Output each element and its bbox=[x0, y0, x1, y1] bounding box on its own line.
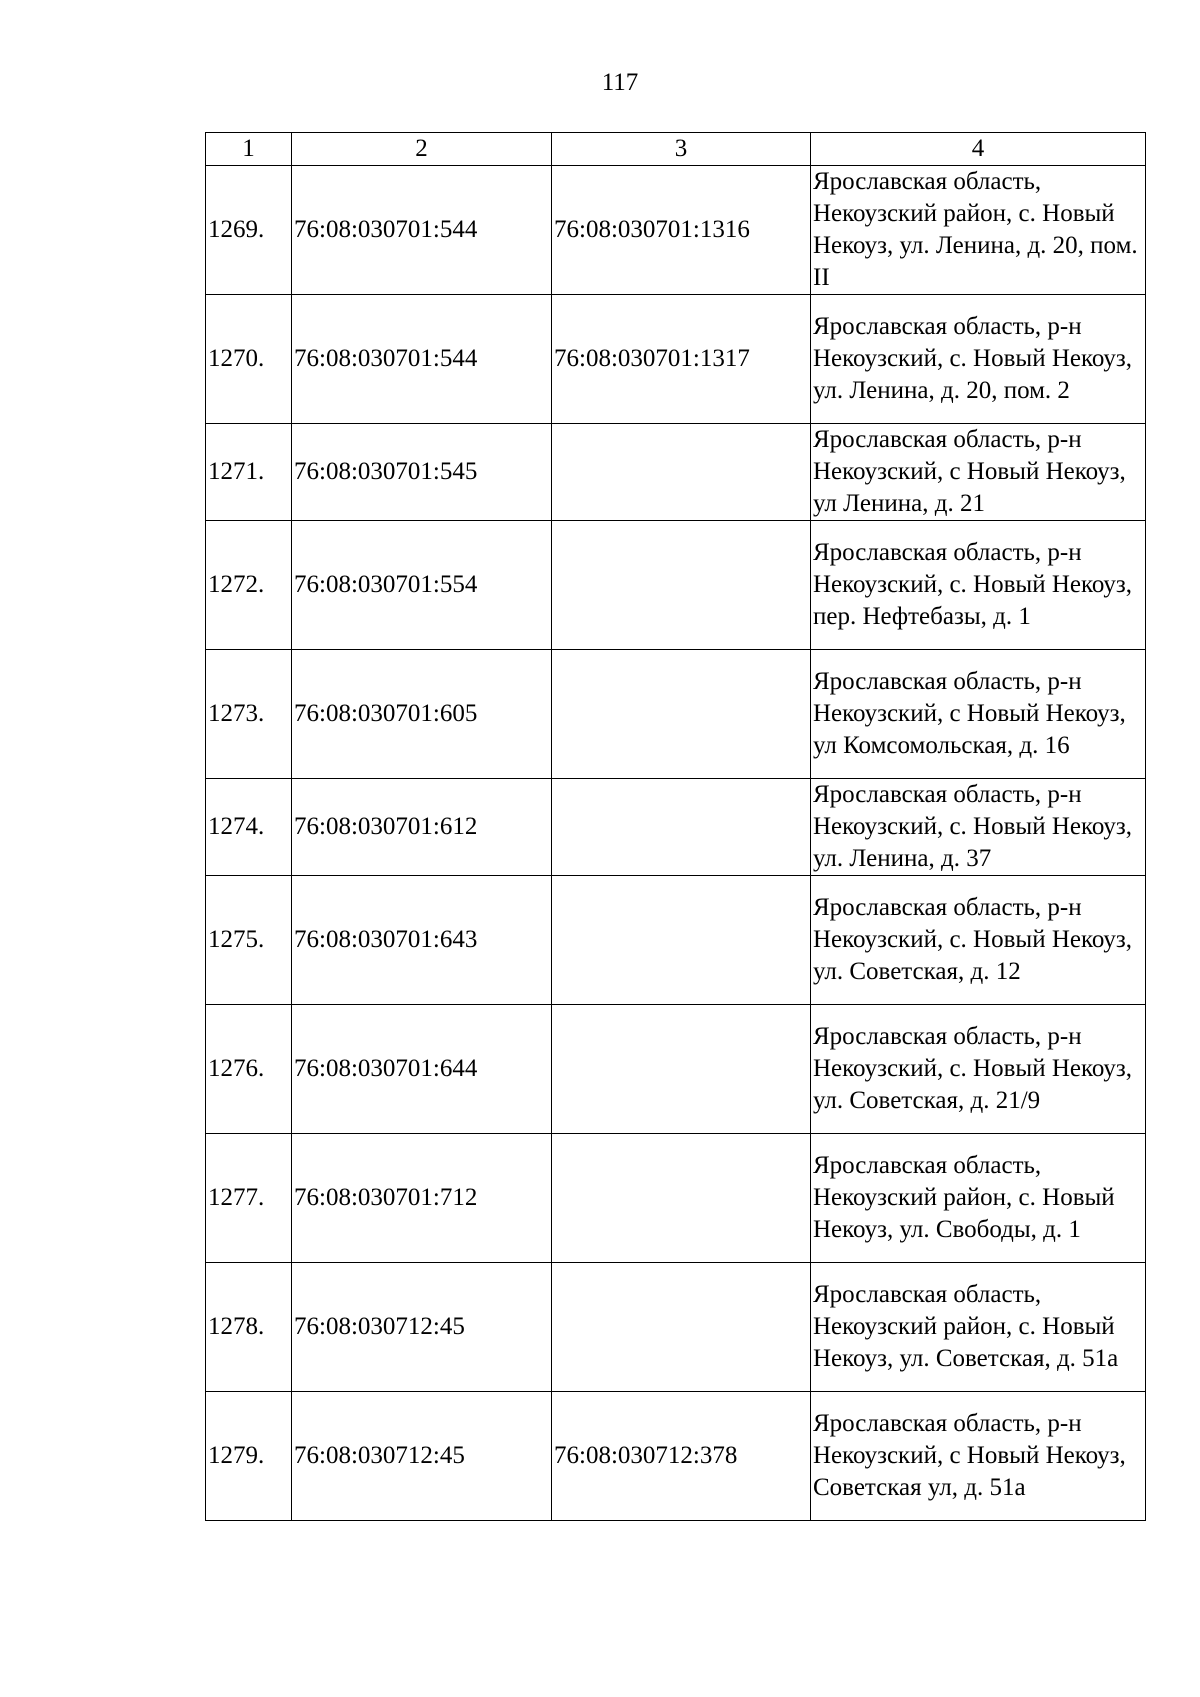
cadastral-number: 76:08:030701:643 bbox=[292, 876, 552, 1005]
address: Ярославская область, р-н Некоузский, с. Новый Некоуз, ул. Ленина, д. 37 bbox=[811, 779, 1146, 876]
table-row bbox=[206, 779, 1146, 876]
row-number: 1279. bbox=[206, 1392, 292, 1521]
cadastral-number: 76:08:030701:554 bbox=[292, 521, 552, 650]
row-number: 1270. bbox=[206, 295, 292, 424]
address: Ярославская область, р-н Некоузский, с Новый Некоуз, Советская ул, д. 51а bbox=[811, 1392, 1146, 1521]
column-header: 3 bbox=[552, 133, 811, 166]
cadastral-number: 76:08:030701:605 bbox=[292, 650, 552, 779]
object-cadastral-number: 76:08:030701:1316 bbox=[552, 166, 811, 295]
object-cadastral-number bbox=[552, 1005, 811, 1134]
table-row bbox=[206, 295, 1146, 424]
address: Ярославская область, р-н Некоузский, с Новый Некоуз, ул Комсомольская, д. 16 bbox=[811, 650, 1146, 779]
address: Ярославская область, р-н Некоузский, с Новый Некоуз, ул Ленина, д. 21 bbox=[811, 424, 1146, 521]
row-number: 1276. bbox=[206, 1005, 292, 1134]
row-number: 1278. bbox=[206, 1263, 292, 1392]
object-cadastral-number bbox=[552, 650, 811, 779]
table-row bbox=[206, 650, 1146, 779]
cadastral-number: 76:08:030701:644 bbox=[292, 1005, 552, 1134]
table-row bbox=[206, 1263, 1146, 1392]
address: Ярославская область, Некоузский район, с. Новый Некоуз, ул. Свободы, д. 1 bbox=[811, 1134, 1146, 1263]
object-cadastral-number bbox=[552, 1134, 811, 1263]
table-row bbox=[206, 521, 1146, 650]
cadastral-number: 76:08:030701:712 bbox=[292, 1134, 552, 1263]
object-cadastral-number: 76:08:030701:1317 bbox=[552, 295, 811, 424]
row-number: 1274. bbox=[206, 779, 292, 876]
table-row bbox=[206, 166, 1146, 295]
object-cadastral-number bbox=[552, 424, 811, 521]
object-cadastral-number bbox=[552, 1263, 811, 1392]
column-header: 2 bbox=[292, 133, 552, 166]
row-number: 1273. bbox=[206, 650, 292, 779]
table-row bbox=[206, 1134, 1146, 1263]
cadastral-number: 76:08:030701:545 bbox=[292, 424, 552, 521]
table-row bbox=[206, 1392, 1146, 1521]
table-row bbox=[206, 424, 1146, 521]
object-cadastral-number bbox=[552, 521, 811, 650]
row-number: 1277. bbox=[206, 1134, 292, 1263]
address: Ярославская область, Некоузский район, с. Новый Некоуз, ул. Советская, д. 51а bbox=[811, 1263, 1146, 1392]
table-row bbox=[206, 1005, 1146, 1134]
address: Ярославская область, р-н Некоузский, с. Новый Некоуз, ул. Советская, д. 12 bbox=[811, 876, 1146, 1005]
cadastral-number: 76:08:030701:544 bbox=[292, 295, 552, 424]
row-number: 1269. bbox=[206, 166, 292, 295]
address: Ярославская область, р-н Некоузский, с. Новый Некоуз, ул. Советская, д. 21/9 bbox=[811, 1005, 1146, 1134]
row-number: 1271. bbox=[206, 424, 292, 521]
registry-table bbox=[205, 132, 1146, 1521]
row-number: 1275. bbox=[206, 876, 292, 1005]
table-row bbox=[206, 876, 1146, 1005]
cadastral-number: 76:08:030701:612 bbox=[292, 779, 552, 876]
object-cadastral-number bbox=[552, 779, 811, 876]
column-header: 1 bbox=[206, 133, 292, 166]
page-number: 117 bbox=[601, 69, 639, 96]
object-cadastral-number bbox=[552, 876, 811, 1005]
row-number: 1272. bbox=[206, 521, 292, 650]
cadastral-number: 76:08:030701:544 bbox=[292, 166, 552, 295]
table-header-row bbox=[206, 133, 1146, 166]
cadastral-number: 76:08:030712:45 bbox=[292, 1263, 552, 1392]
object-cadastral-number: 76:08:030712:378 bbox=[552, 1392, 811, 1521]
address: Ярославская область, р-н Некоузский, с. Новый Некоуз, пер. Нефтебазы, д. 1 bbox=[811, 521, 1146, 650]
address: Ярославская область, Некоузский район, с. Новый Некоуз, ул. Ленина, д. 20, пом. II bbox=[811, 166, 1146, 295]
address: Ярославская область, р-н Некоузский, с. Новый Некоуз, ул. Ленина, д. 20, пом. 2 bbox=[811, 295, 1146, 424]
column-header: 4 bbox=[811, 133, 1146, 166]
cadastral-number: 76:08:030712:45 bbox=[292, 1392, 552, 1521]
